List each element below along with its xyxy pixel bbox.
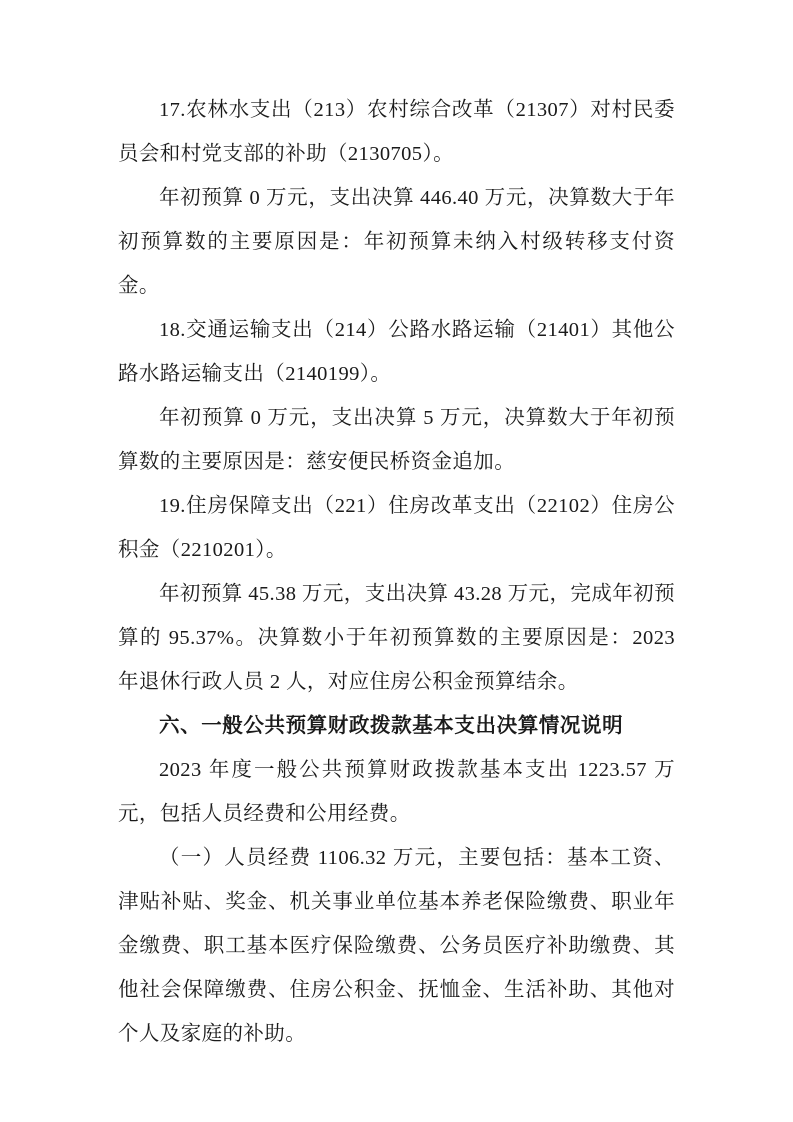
paragraph-item-17-body: 年初预算 0 万元，支出决算 446.40 万元，决算数大于年初预算数的主要原因是：年初预算未纳入村级转移支付资金。 [118, 187, 675, 297]
paragraph-section-six-item-1: （一）人员经费 1106.32 万元，主要包括：基本工资、津贴补贴、奖金、机关事业单位基本养老保险缴费、职业年金缴费、职工基本医疗保险缴费、公务员医疗补助缴费、其他社会保障缴费、住房公积金、抚恤金、生活补助、其他对个人及家庭的补助。 [118, 847, 675, 1045]
paragraph-section-six-body: 2023 年度一般公共预算财政拨款基本支出 1223.57 万元，包括人员经费和公用经费。 [118, 759, 675, 825]
paragraph-item-18-title: 18.交通运输支出（214）公路水路运输（21401）其他公路水路运输支出（2140199）。 [118, 319, 675, 385]
document-body [118, 88, 675, 1056]
paragraph-item-19-body: 年初预算 45.38 万元，支出决算 43.28 万元，完成年初预算的 95.37%。决算数小于年初预算数的主要原因是：2023 年退休行政人员 2 人，对应住房公积金预算结余。 [118, 583, 675, 693]
paragraph-item-18-body: 年初预算 0 万元，支出决算 5 万元，决算数大于年初预算数的主要原因是：慈安便民桥资金追加。 [118, 407, 675, 473]
heading-section-six: 六、一般公共预算财政拨款基本支出决算情况说明 [159, 715, 624, 737]
paragraph-item-19-title: 19.住房保障支出（221）住房改革支出（22102）住房公积金（2210201）。 [118, 495, 675, 561]
paragraph-item-17-title: 17.农林水支出（213）农村综合改革（21307）对村民委员会和村党支部的补助（2130705）。 [118, 99, 675, 165]
